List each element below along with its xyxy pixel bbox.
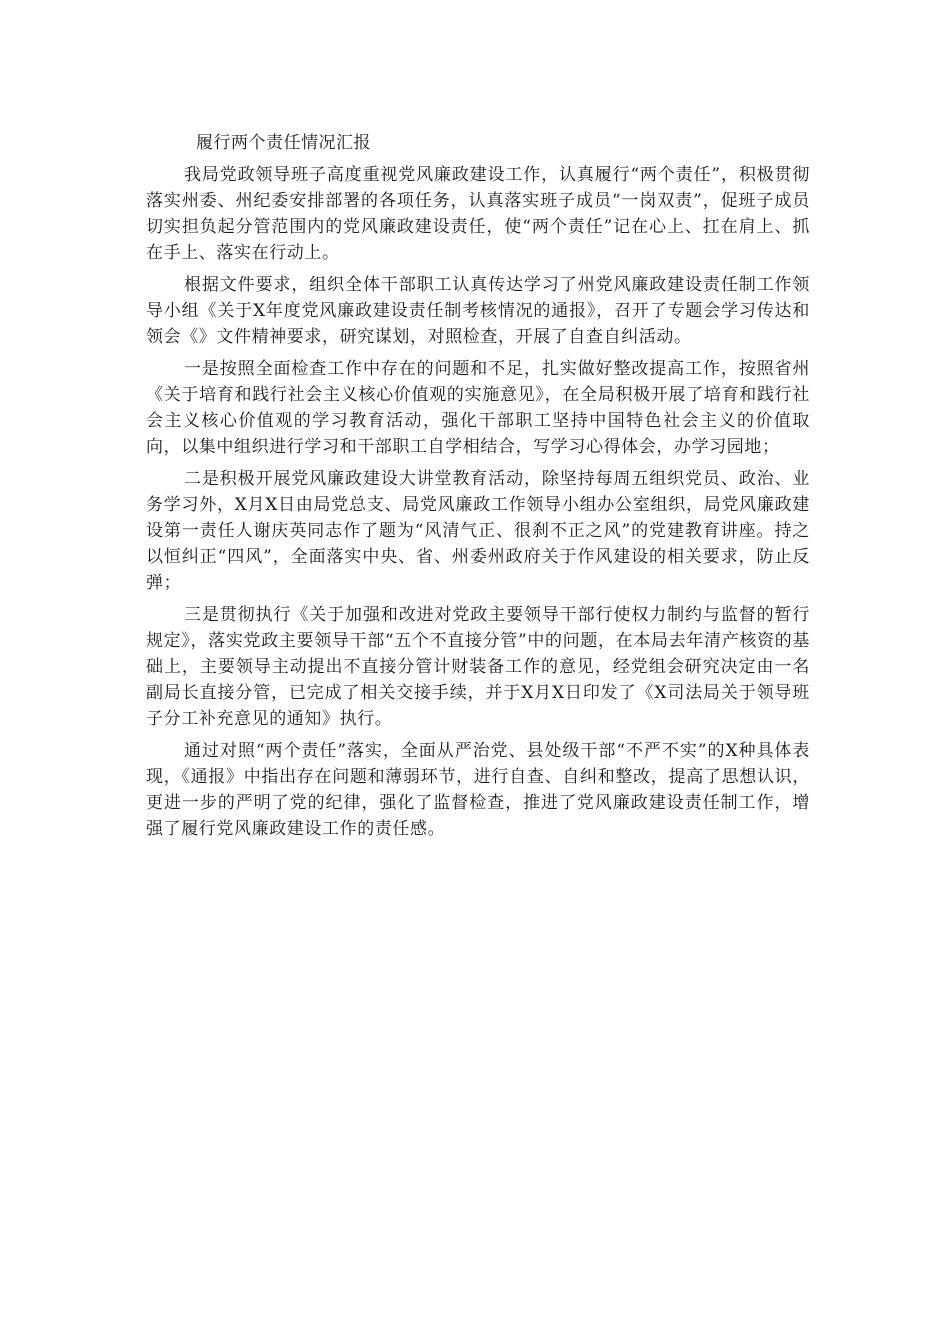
document-title: 履行两个责任情况汇报: [196, 133, 371, 153]
document-body: [146, 130, 810, 848]
paragraph-intro: 我局党政领导班子高度重视党风廉政建设工作，认真履行“两个责任”，积极贯彻落实州委、州纪委安排部署的各项任务，认真落实班子成员“一岗双责”，促班子成员切实担负起分管范围内的党风廉政建设责任，使“两个责任”记在心上、扛在肩上、抓在手上、落实在行动上。: [146, 165, 810, 263]
paragraph-item-two: 二是积极开展党风廉政建设大讲堂教育活动，除坚持每周五组织党员、政治、业务学习外，X月X日由局党总支、局党风廉政工作领导小组办公室组织，局党风廉政建设第一责任人谢庆英同志作了题为“风清气正、很刹不正之风”的党建教育讲座。持之以恒纠正“四风”，全面落实中央、省、州委州政府关于作风建设的相关要求，防止反弹；: [146, 469, 810, 593]
paragraph-item-one: 一是按照全面检查工作中存在的问题和不足，扎实做好整改提高工作，按照省州《关于培育和践行社会主义核心价值观的实施意见》，在全局积极开展了培育和践行社会主义核心价值观的学习教育活动，强化干部职工坚持中国特色社会主义的价值取向，以集中组织进行学习和干部职工自学相结合，写学习心得体会，办学习园地；: [146, 359, 810, 457]
paragraph-item-three: 三是贯彻执行《关于加强和改进对党政主要领导干部行使权力制约与监督的暂行规定》，落实党政主要领导干部“五个不直接分管”中的问题，在本局去年清产核资的基础上，主要领导主动提出不直接分管计财装备工作的意见，经党组会研究决定由一名副局长直接分管，已完成了相关交接手续，并于X月X日印发了《X司法局关于领导班子分工补充意见的通知》执行。: [146, 605, 810, 729]
paragraph-study: 根据文件要求，组织全体干部职工认真传达学习了州党风廉政建设责任制工作领导小组《关于X年度党风廉政建设责任制考核情况的通报》，召开了专题会学习传达和领会《》文件精神要求，研究谋划，对照检查，开展了自查自纠活动。: [146, 275, 810, 347]
paragraph-conclusion: 通过对照“两个责任”落实，全面从严治党、县处级干部“不严不实”的X种具体表现，《通报》中指出存在问题和薄弱环节，进行自查、自纠和整改，提高了思想认识，更进一步的严明了党的纪律，强化了监督检查，推进了党风廉政建设责任制工作，增强了履行党风廉政建设工作的责任感。: [146, 741, 810, 839]
